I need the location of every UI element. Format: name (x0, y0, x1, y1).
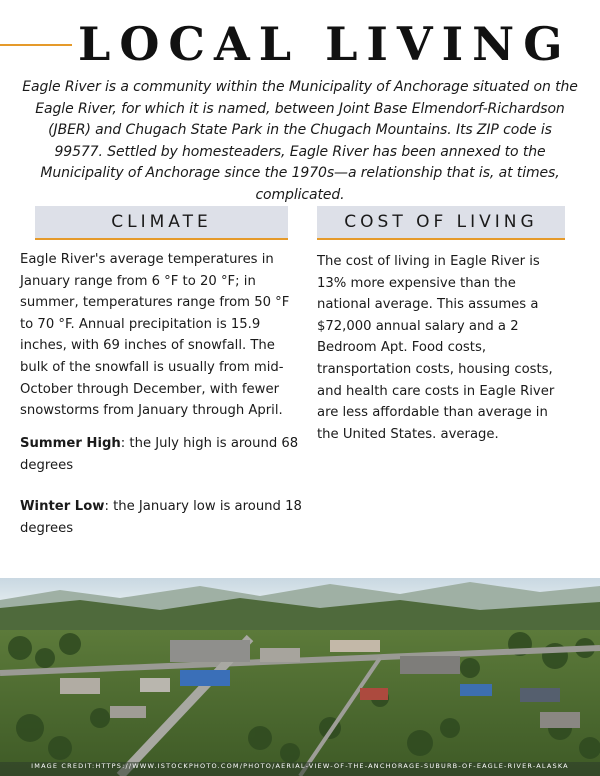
climate-body: Eagle River's average temperatures in January range from 6 °F to 20 °F; in summer, temperatures range from 50 °F to 70 °F. Annual precipitation is 15.9 inches, with 69 inches of snowfall. The bulk of the snowfall is usually from mid-October through December, with fewer snowstorms from January through April. (20, 252, 290, 419)
climate-heading: CLIMATE (35, 206, 288, 240)
winter-low (20, 496, 302, 539)
winter-low-text: : the January low is around 18 degrees (20, 499, 302, 536)
intro-paragraph: Eagle River is a community within the Municipality of Anchorage situated on the Eagle River, for which it is named, between Joint Base Elmendorf-Richardson (JBER) and Chugach State Park in the Chugach Mountains. Its ZIP code is 99577. Settled by homesteaders, Eagle River has been annexed to the Municipality of Anchorage since the 1970s—a relationship that is, at times, complicated. (22, 79, 578, 203)
winter-low-label: Winter Low (20, 499, 105, 514)
cost-of-living-body: The cost of living in Eagle River is 13% more expensive than the national average. This assumes a $72,000 annual salary and a 2 Bedroom Apt. Food costs, transportation costs, housing costs, and health care costs in Eagle River are less affordable than average in the United States. average. (317, 254, 555, 442)
cost-of-living-heading: COST OF LIVING (317, 206, 565, 240)
image-credit: IMAGE CREDIT:HTTPS://WWW.ISTOCKPHOTO.COM/PHOTO/AERIAL-VIEW-OF-THE-ANCHORAGE-SUBURB-OF-EAGLE-RIVER-ALASKA (31, 762, 569, 770)
summer-high-text: : the July high is around 68 degrees (20, 436, 299, 473)
summer-high-label: Summer High (20, 436, 121, 451)
summer-high (20, 433, 302, 476)
aerial-photo-illustration (0, 578, 600, 776)
page-title: LOCAL LIVING (78, 17, 572, 71)
title-accent-line (0, 44, 72, 46)
aerial-town-photo (0, 578, 600, 776)
